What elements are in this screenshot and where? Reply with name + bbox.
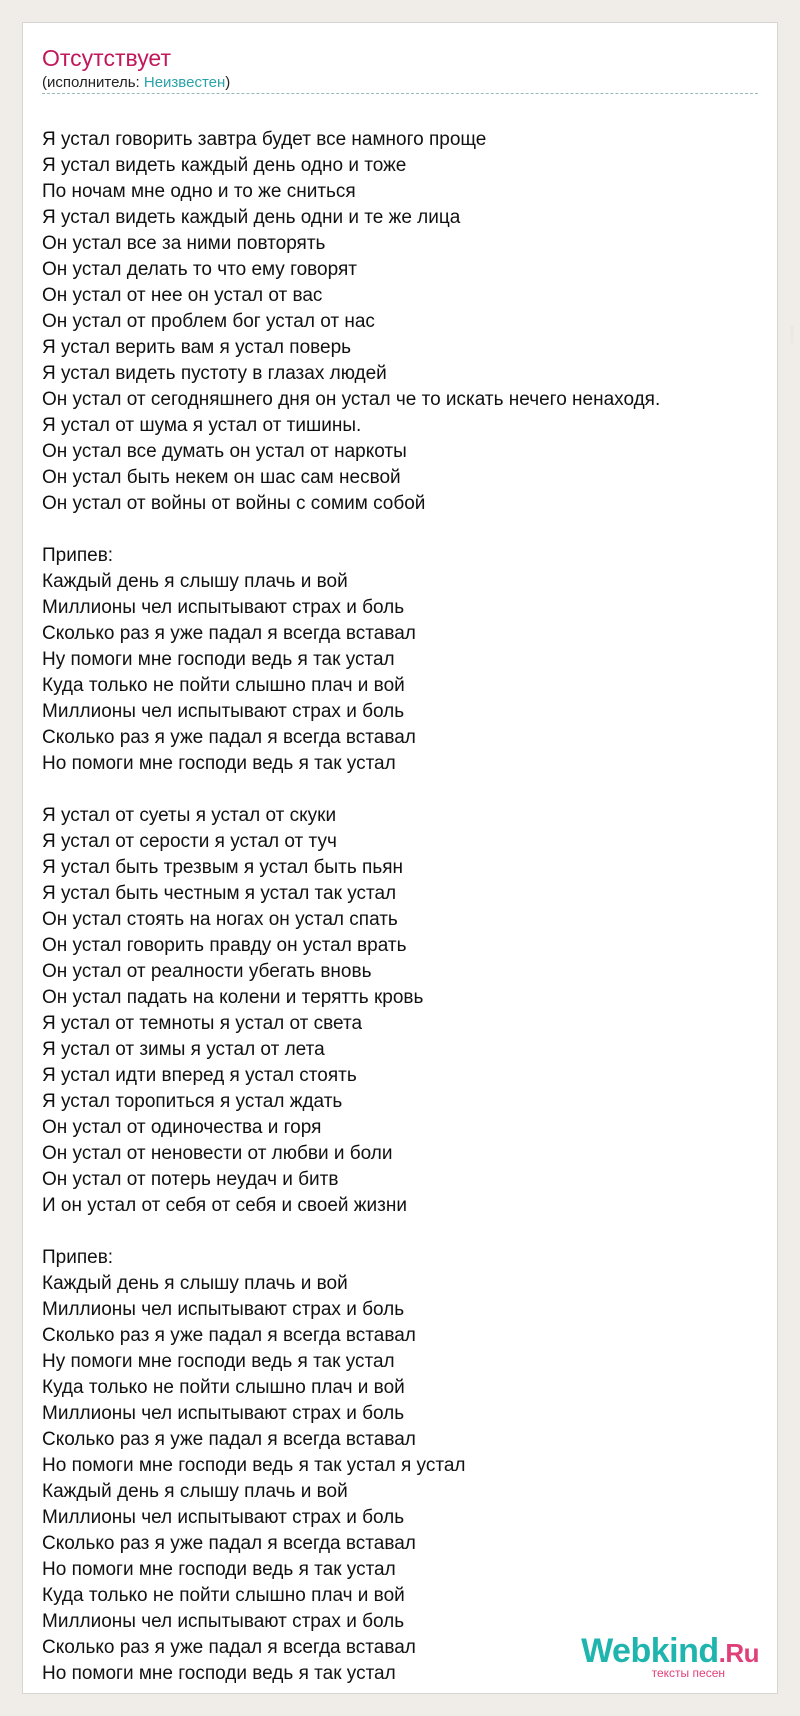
lyric-line: Он устал от войны от войны с сомим собой <box>42 493 426 514</box>
lyric-line: Он устал падать на колени и терятть кровь <box>42 987 424 1008</box>
lyric-line: Миллионы чел испытывают страх и боль <box>42 597 405 618</box>
lyrics-card <box>22 22 778 1694</box>
artist-suffix: ) <box>225 74 231 91</box>
lyric-line: Он устал от сегодняшнего дня он устал че то искать нечего ненаходя. <box>42 389 661 410</box>
lyric-line: Припев: <box>42 1247 114 1268</box>
lyric-line: Я устал видеть каждый день одни и те же лица <box>42 207 461 228</box>
lyric-line: Он устал от одиночества и горя <box>42 1117 322 1138</box>
lyric-line: Но помоги мне господи ведь я так устал <box>42 1559 396 1580</box>
lyric-line: Куда только не пойти слышно плач и вой <box>42 1377 405 1398</box>
artist-link[interactable]: Неизвестен <box>143 74 226 91</box>
lyric-line: Сколько раз я уже падал я всегда вставал <box>42 1637 416 1658</box>
lyric-line: Миллионы чел испытывают страх и боль <box>42 1299 405 1320</box>
lyric-line: Куда только не пойти слышно плач и вой <box>42 1585 405 1606</box>
stanza-break <box>42 1219 758 1245</box>
lyric-line: Миллионы чел испытывают страх и боль <box>42 1507 405 1528</box>
artist-line <box>42 73 230 93</box>
lyric-line: Но помоги мне господи ведь я так устал <box>42 753 396 774</box>
logo-tagline: тексты песен <box>651 1666 725 1680</box>
lyric-line: Я устал торопиться я устал ждать <box>42 1091 343 1112</box>
lyric-line: Миллионы чел испытывают страх и боль <box>42 1611 405 1632</box>
lyric-line: Я устал говорить завтра будет все намного проще <box>42 129 487 150</box>
lyric-line: Ну помоги мне господи ведь я так устал <box>42 1351 395 1372</box>
lyric-line: Я устал верить вам я устал поверь <box>42 337 352 358</box>
lyrics-text <box>42 127 758 1687</box>
lyric-line: Миллионы чел испытывают страх и боль <box>42 701 405 722</box>
stanza-break <box>42 777 758 803</box>
lyric-line: Сколько раз я уже падал я всегда вставал <box>42 1533 416 1554</box>
lyric-line: Но помоги мне господи ведь я так устал <box>42 1663 396 1684</box>
lyric-line: Сколько раз я уже падал я всегда вставал <box>42 1429 416 1450</box>
song-title: Отсутствует <box>42 45 171 71</box>
lyric-line: Я устал быть честным я устал так устал <box>42 883 397 904</box>
lyric-line: Он устал все за ними повторять <box>42 233 326 254</box>
lyric-line: Я устал от шума я устал от тишины. <box>42 415 362 436</box>
scrollbar-thumb[interactable] <box>790 326 794 344</box>
lyric-line: Каждый день я слышу плачь и вой <box>42 1481 348 1502</box>
lyric-line: Он устал стоять на ногах он устал спать <box>42 909 398 930</box>
lyric-line: Он устал быть некем он шас сам несвой <box>42 467 401 488</box>
artist-prefix: (исполнитель: <box>42 74 144 91</box>
lyric-line: Я устал видеть каждый день одно и тоже <box>42 155 407 176</box>
lyric-line: Он устал от нее он устал от вас <box>42 285 323 306</box>
lyric-line: Он устал делать то что ему говорят <box>42 259 357 280</box>
lyric-line: Ну помоги мне господи ведь я так устал <box>42 649 395 670</box>
lyric-line: Но помоги мне господи ведь я так устал я устал <box>42 1455 466 1476</box>
lyric-line: Он устал от потерь неудач и битв <box>42 1169 339 1190</box>
logo-tld: .Ru <box>718 1638 759 1668</box>
lyric-line: И он устал от себя от себя и своей жизни <box>42 1195 407 1216</box>
lyric-line: Я устал от суеты я устал от скуки <box>42 805 337 826</box>
lyric-line: Он устал от реалности убегать вновь <box>42 961 372 982</box>
lyric-line: Он устал от неновести от любви и боли <box>42 1143 393 1164</box>
lyric-line: Каждый день я слышу плачь и вой <box>42 571 348 592</box>
lyric-line: Он устал говорить правду он устал врать <box>42 935 407 956</box>
lyric-line: Миллионы чел испытывают страх и боль <box>42 1403 405 1424</box>
lyric-line: Он устал от проблем бог устал от нас <box>42 311 375 332</box>
logo-name: Webkind <box>581 1632 719 1670</box>
lyric-line: Я устал от темноты я устал от света <box>42 1013 363 1034</box>
lyric-line: Я устал идти вперед я устал стоять <box>42 1065 357 1086</box>
lyric-line: Я устал от зимы я устал от лета <box>42 1039 325 1060</box>
site-logo[interactable] <box>581 1633 759 1679</box>
lyric-line: По ночам мне одно и то же сниться <box>42 181 356 202</box>
lyric-line: Сколько раз я уже падал я всегда вставал <box>42 623 416 644</box>
lyric-line: Припев: <box>42 545 114 566</box>
lyric-line: Я устал видеть пустоту в глазах людей <box>42 363 387 384</box>
stanza-break <box>42 517 758 543</box>
lyric-line: Куда только не пойти слышно плач и вой <box>42 675 405 696</box>
lyric-line: Он устал все думать он устал от наркоты <box>42 441 407 462</box>
lyric-line: Сколько раз я уже падал я всегда вставал <box>42 727 416 748</box>
title-divider <box>42 93 758 94</box>
lyric-line: Сколько раз я уже падал я всегда вставал <box>42 1325 416 1346</box>
lyric-line: Я устал быть трезвым я устал быть пьян <box>42 857 404 878</box>
lyric-line: Каждый день я слышу плачь и вой <box>42 1273 348 1294</box>
lyric-line: Я устал от серости я устал от туч <box>42 831 337 852</box>
